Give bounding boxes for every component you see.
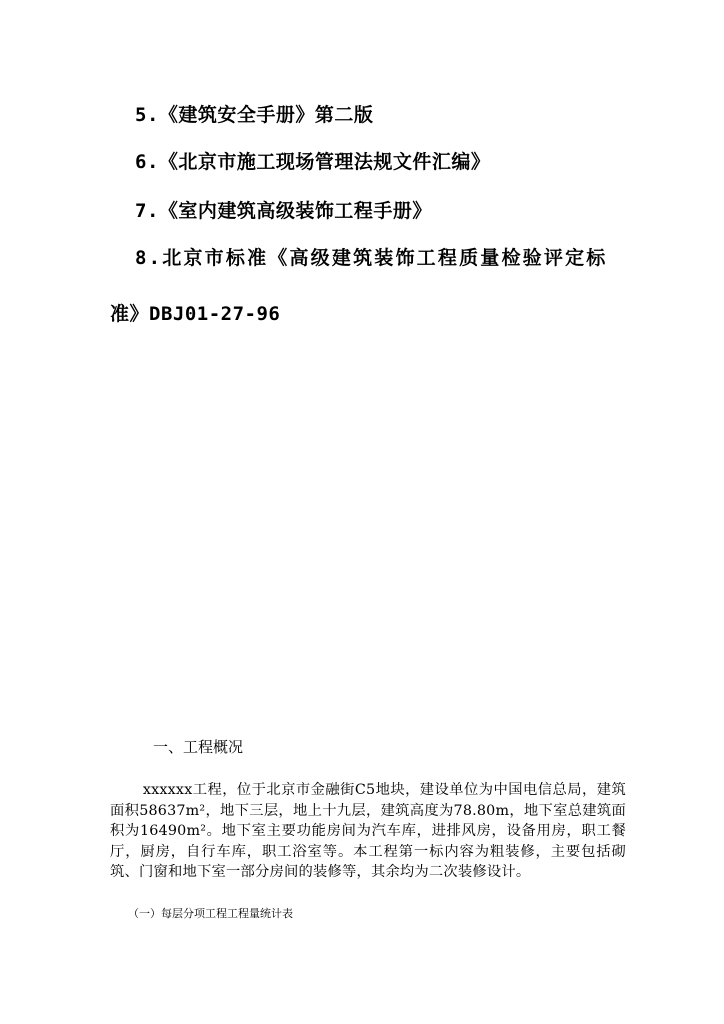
table-caption: （一）每层分项工程工程量统计表 xyxy=(128,907,293,920)
overview-paragraph: xxxxxx工程，位于北京市金融街C5地块，建设单位为中国电信总局，建筑面积58637m²，地下三层，地上十九层，建筑高度为78.80m，地下室总建筑面积为16490m²。地下室主要功能房间为汽车库，进排风房，设备用房，职工餐厅，厨房，自行车库，职工浴室等。本工程第一标内容为粗装修，主要包括砌筑、门窗和地下室一部分房间的装修等，其余均为二次装修设计。 xyxy=(110,782,626,881)
reference-item-8-line-1: 8.北京市标准《高级建筑装饰工程质量检验评定标 xyxy=(135,247,608,269)
section-heading: 一、工程概况 xyxy=(153,738,244,756)
reference-item-7: 7.《室内建筑高级装饰工程手册》 xyxy=(135,200,432,222)
reference-item-6: 6.《北京市施工现场管理法规文件汇编》 xyxy=(135,151,491,173)
reference-item-5: 5.《建筑安全手册》第二版 xyxy=(135,104,374,126)
reference-item-8-line-2: 准》DBJ01-27-96 xyxy=(110,303,281,325)
